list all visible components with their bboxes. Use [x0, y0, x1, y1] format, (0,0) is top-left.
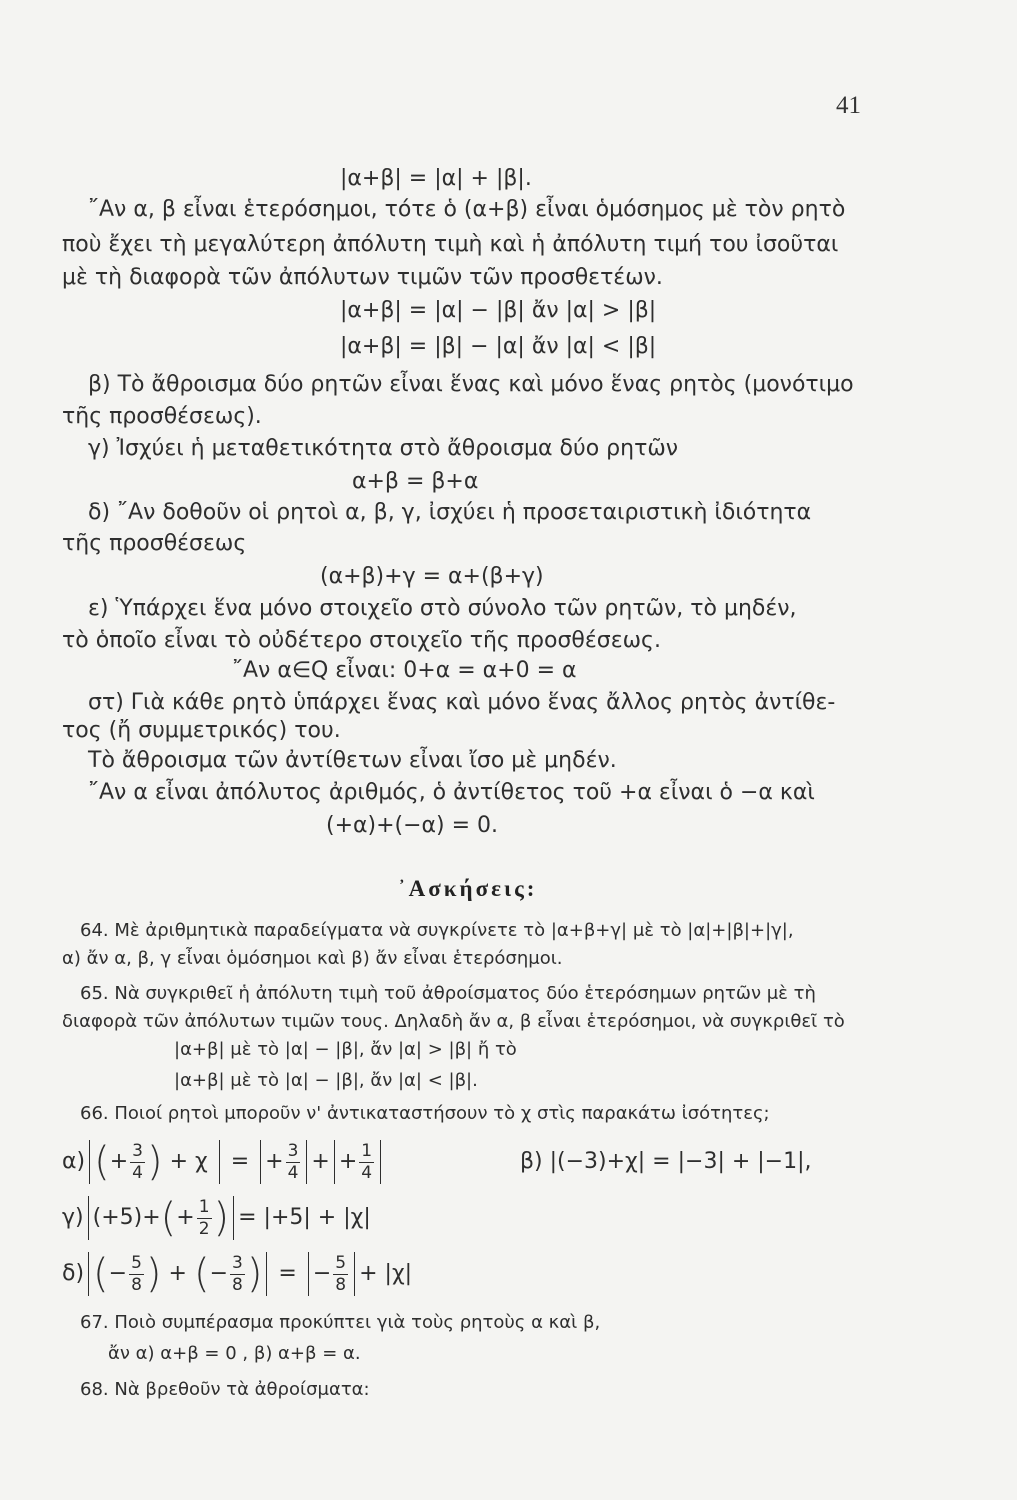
equation-opposite: (+α)+(−α) = 0. — [326, 813, 499, 838]
fraction: $\frac{3}{8}$ — [232, 1252, 243, 1295]
equation-abs-sum: |α+β| = |α| + |β|. — [340, 166, 532, 191]
text-line: ῎Αν α εἶναι ἀπόλυτος ἀριθμός, ὁ ἀντίθετος τοῦ +α εἶναι ὁ −α καὶ — [88, 780, 815, 805]
exercise-66: 66. Ποιοί ρητοὶ μποροῦν ν' ἀντικαταστήσουν τὸ χ στὶς παρακάτω ἰσότητες; — [80, 1103, 770, 1124]
page-number: 41 — [836, 92, 861, 119]
text-line: ε) Ὑπάρχει ἕνα μόνο στοιχεῖο στὸ σύνολο τῶν ρητῶν, τὸ μηδέν, — [88, 596, 797, 621]
fraction: $\frac{1}{2}$ — [198, 1196, 210, 1239]
exercise-66-b: β) |(−3)+χ| = |−3| + |−1|, — [520, 1149, 812, 1174]
text-line: μὲ τὴ διαφορὰ τῶν ἀπόλυτων τιμῶν τῶν προσθετέων. — [62, 265, 663, 290]
fraction: $\frac{3}{4}$ — [132, 1140, 143, 1183]
text-line: τῆς προσθέσεως — [62, 531, 247, 556]
exercise-66-c: γ) (+5)+ ( + $\frac{1}{2}$ ) = |+5| + |χ| — [62, 1195, 371, 1241]
equation-commutative: α+β = β+α — [352, 469, 479, 494]
exercise-65-case-1: |α+β| μὲ τὸ |α| − |β|, ἄν |α| > |β| ἤ τὸ — [174, 1039, 517, 1060]
exercise-67-cont: ἄν α) α+β = 0 , β) α+β = α. — [108, 1343, 361, 1364]
equation-case-1: |α+β| = |α| − |β| ἄν |α| > |β| — [340, 298, 657, 323]
item-label: γ) — [62, 1205, 84, 1230]
exercise-66-a: α) ( + $\frac{3}{4}$ ) + χ = + $\frac{3}{4}$ + + $\frac{1}{4}$ — [62, 1134, 385, 1190]
equation-neutral-element: ῎Αν α∈Q εἶναι: 0+α = α+0 = α — [232, 658, 577, 683]
exercise-65-cont: διαφορὰ τῶν ἀπόλυτων τιμῶν τους. Δηλαδὴ ἄν α, β εἶναι ἑτερόσημοι, νὰ συγκριθεῖ τὸ — [62, 1011, 845, 1032]
text-line: στ) Γιὰ κάθε ρητὸ ὑπάρχει ἕνας καὶ μόνο ἕνας ἄλλος ρητὸς ἀντίθε- — [88, 690, 836, 715]
fraction: $\frac{1}{4}$ — [361, 1140, 373, 1183]
equation-associative: (α+β)+γ = α+(β+γ) — [320, 564, 544, 589]
text-line: β) Τὸ ἄθροισμα δύο ρητῶν εἶναι ἕνας καὶ μόνο ἕνας ρητὸς (μονότιμο — [88, 372, 854, 397]
exercise-65: 65. Νὰ συγκριθεῖ ἡ ἀπόλυτη τιμὴ τοῦ ἀθροίσματος δύο ἑτερόσημων ρητῶν μὲ τὴ — [80, 983, 816, 1004]
exercise-64-cont: α) ἄν α, β, γ εἶναι ὁμόσημοι καὶ β) ἄν εἶναι ἑτερόσημοι. — [62, 948, 563, 969]
text-line: ποὺ ἔχει τὴ μεγαλύτερη ἀπόλυτη τιμὴ καὶ ἡ ἀπόλυτη τιμή του ἰσοῦται — [62, 232, 839, 257]
exercise-68: 68. Νὰ βρεθοῦν τὰ ἀθροίσματα: — [80, 1379, 370, 1400]
text-line: ῎Αν α, β εἶναι ἑτερόσημοι, τότε ὁ (α+β) εἶναι ὁμόσημος μὲ τὸν ρητὸ — [88, 197, 846, 222]
text-line: τῆς προσθέσεως). — [62, 404, 262, 429]
item-label: δ) — [62, 1261, 85, 1286]
text-line: τὸ ὁποῖο εἶναι τὸ οὐδέτερο στοιχεῖο τῆς προσθέσεως. — [62, 628, 661, 653]
text-line: Τὸ ἄθροισμα τῶν ἀντίθετων εἶναι ἴσο μὲ μηδέν. — [88, 748, 617, 773]
equation-case-2: |α+β| = |β| − |α| ἄν |α| < |β| — [340, 334, 657, 359]
text-line: γ) Ἰσχύει ἡ μεταθετικότητα στὸ ἄθροισμα δύο ρητῶν — [88, 436, 679, 461]
exercises-heading: ᾿Ασκήσεις: — [398, 876, 538, 901]
item-label: α) — [62, 1149, 86, 1174]
fraction: $\frac{3}{4}$ — [287, 1140, 299, 1183]
exercise-65-case-2: |α+β| μὲ τὸ |α| − |β|, ἄν |α| < |β|. — [174, 1070, 478, 1091]
text-line: δ) ῎Αν δοθοῦν οἱ ρητοὶ α, β, γ, ἰσχύει ἡ προσεταιριστικὴ ἰδιότητα — [88, 500, 812, 525]
exercise-67: 67. Ποιὸ συμπέρασμα προκύπτει γιὰ τοὺς ρητοὺς α καὶ β, — [80, 1312, 601, 1333]
exercise-66-d: δ) ( − $\frac{5}{8}$ ) + ( − $\frac{3}{8}$ ) = − $\frac{5}{8}$ + |χ| — [62, 1251, 413, 1297]
fraction: $\frac{5}{8}$ — [335, 1252, 347, 1295]
fraction: $\frac{5}{8}$ — [131, 1252, 142, 1295]
exercise-64: 64. Μὲ ἀριθμητικὰ παραδείγματα νὰ συγκρίνετε τὸ |α+β+γ| μὲ τὸ |α|+|β|+|γ|, — [80, 920, 794, 941]
text-line: τος (ἤ συμμετρικός) του. — [62, 718, 341, 743]
